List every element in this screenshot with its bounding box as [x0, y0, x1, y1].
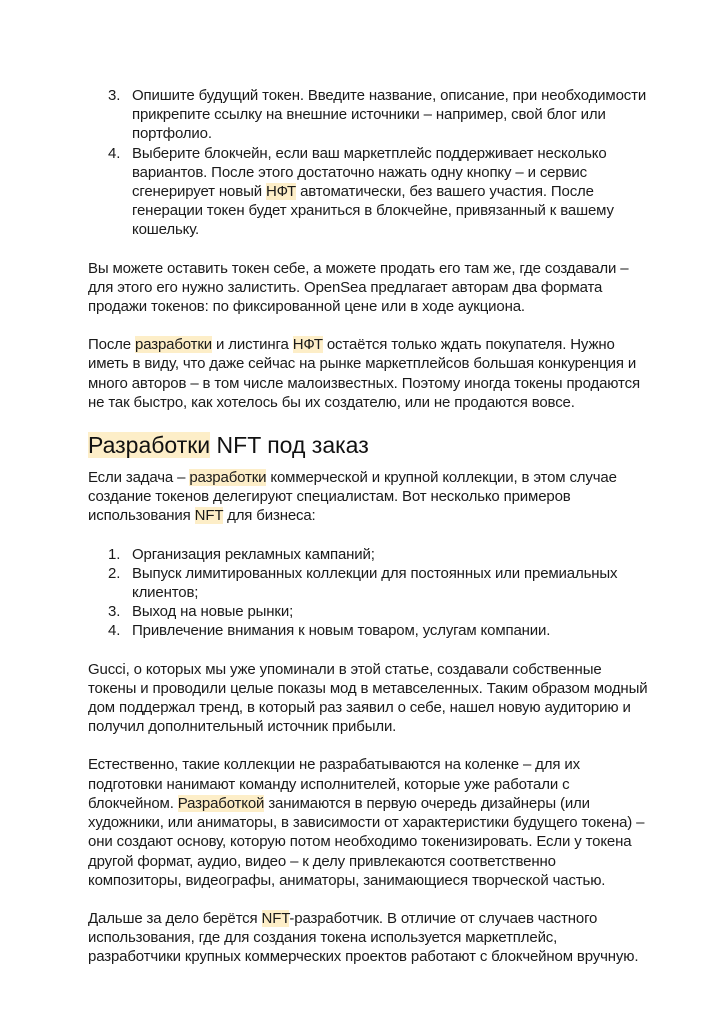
list-number: 4. [108, 622, 121, 640]
highlighted-term: Разработки [88, 432, 211, 459]
list-item [88, 602, 648, 621]
highlighted-term: разработки [189, 469, 267, 487]
highlighted-term: Разработкой [177, 794, 265, 812]
steps-list [88, 86, 648, 240]
list-number: 3. [108, 87, 121, 104]
list-number: 3. [108, 603, 121, 621]
list-number: 2. [108, 564, 121, 582]
list-item-text: Опишите будущий токен. Введите название, описание, при необходимости прикрепите ссылку на внешние источники – например, свой блог или портфолио. [132, 87, 647, 143]
paragraph-developer [88, 909, 648, 967]
text-span: Естественно, такие коллекции не разрабатываются на коленке – для их подготовки нанимают команду исполнителей, которые уже работали с блокчейном. [88, 756, 580, 812]
list-item [88, 564, 648, 602]
text-span: Дальше за дело берётся [88, 909, 262, 927]
text-span: коммерческой и крупной коллекции, в этом случае создание токенов делегируют специалистам. Вот несколько примеров использования [88, 469, 617, 525]
paragraph-listing [88, 335, 648, 412]
list-item-text: Привлечение внимания к новым товаром, услугам компании. [132, 622, 551, 640]
list-item-text: автоматически, без вашего участия. После генерации токен будет храниться в блокчейне, привязанный к вашему кошельку. [132, 183, 614, 239]
text-span: остаётся только ждать покупателя. Нужно иметь в виду, что даже сейчас на рынке маркетплейсов большая конкуренция и много авторов – в том числе малоизвестных. Поэтому иногда токены продаются не так быстро, как хотелось бы их создателю, или не продаются вовсе. [88, 336, 640, 411]
list-item [88, 621, 648, 640]
highlighted-term: NFT [194, 507, 224, 525]
highlighted-term: НФТ [292, 336, 323, 354]
text-span: Если задача – [88, 469, 190, 487]
highlighted-term: разработки [135, 336, 212, 354]
list-number: 1. [108, 545, 121, 563]
list-item-text: Выпуск лимитированных коллекции для постоянных или премиальных клиентов; [132, 564, 618, 602]
list-item [88, 545, 648, 564]
list-number: 4. [108, 144, 121, 162]
heading-text: NFT под заказ [210, 432, 369, 459]
text-span: и листинга [212, 336, 293, 354]
paragraph-opensea: Вы можете оставить токен себе, а можете продать его там же, где создавали – для этого его нужно залистить. OpenSea предлагает авторам два формата продажи токенов: по фиксированной цене или в ходе аукциона. [88, 259, 629, 316]
list-item-text: Выход на новые рынки; [132, 603, 294, 621]
list-item-text: Организация рекламных кампаний; [132, 545, 375, 563]
paragraph-gucci: Gucci, о которых мы уже упоминали в этой статье, создавали собственные токены и проводили целые показы мод в метавселенных. Таким образом модный дом поддержал тренд, в который раз заявил о себе, нашел новую аудиторию и получил дополнительный источник прибыли. [88, 660, 648, 736]
paragraph-team [88, 755, 648, 889]
list-item [88, 86, 648, 144]
paragraph-business-intro [88, 468, 648, 526]
text-span: -разработчик. В отличие от случаев частного использования, где для создания токена используется маркетплейс, разработчики крупных коммерческих проектов работают с блокчейном вручную. [88, 909, 639, 966]
document-page [88, 86, 648, 986]
text-span: для бизнеса: [223, 507, 316, 525]
list-item [88, 144, 648, 240]
text-span: занимаются в первую очередь дизайнеры (или художники, или аниматоры, в зависимости от характеристики будущего токена) – они создают основу, которую потом необходимо токенизировать. Если у токена другой формат, аудио, видео – к делу привлекаются соответственно композиторы, видеографы, аниматоры, занимающиеся творческой частью. [88, 794, 645, 889]
text-span: После [88, 336, 135, 354]
list-item-text: Выберите блокчейн, если ваш маркетплейс поддерживает несколько вариантов. После этого достаточно нажать одну кнопку – и сервис сгенерирует новый [132, 144, 607, 201]
business-uses-list [88, 545, 648, 641]
section-heading [88, 431, 648, 459]
highlighted-term: NFT [261, 909, 290, 927]
highlighted-term: НФТ [265, 183, 297, 201]
